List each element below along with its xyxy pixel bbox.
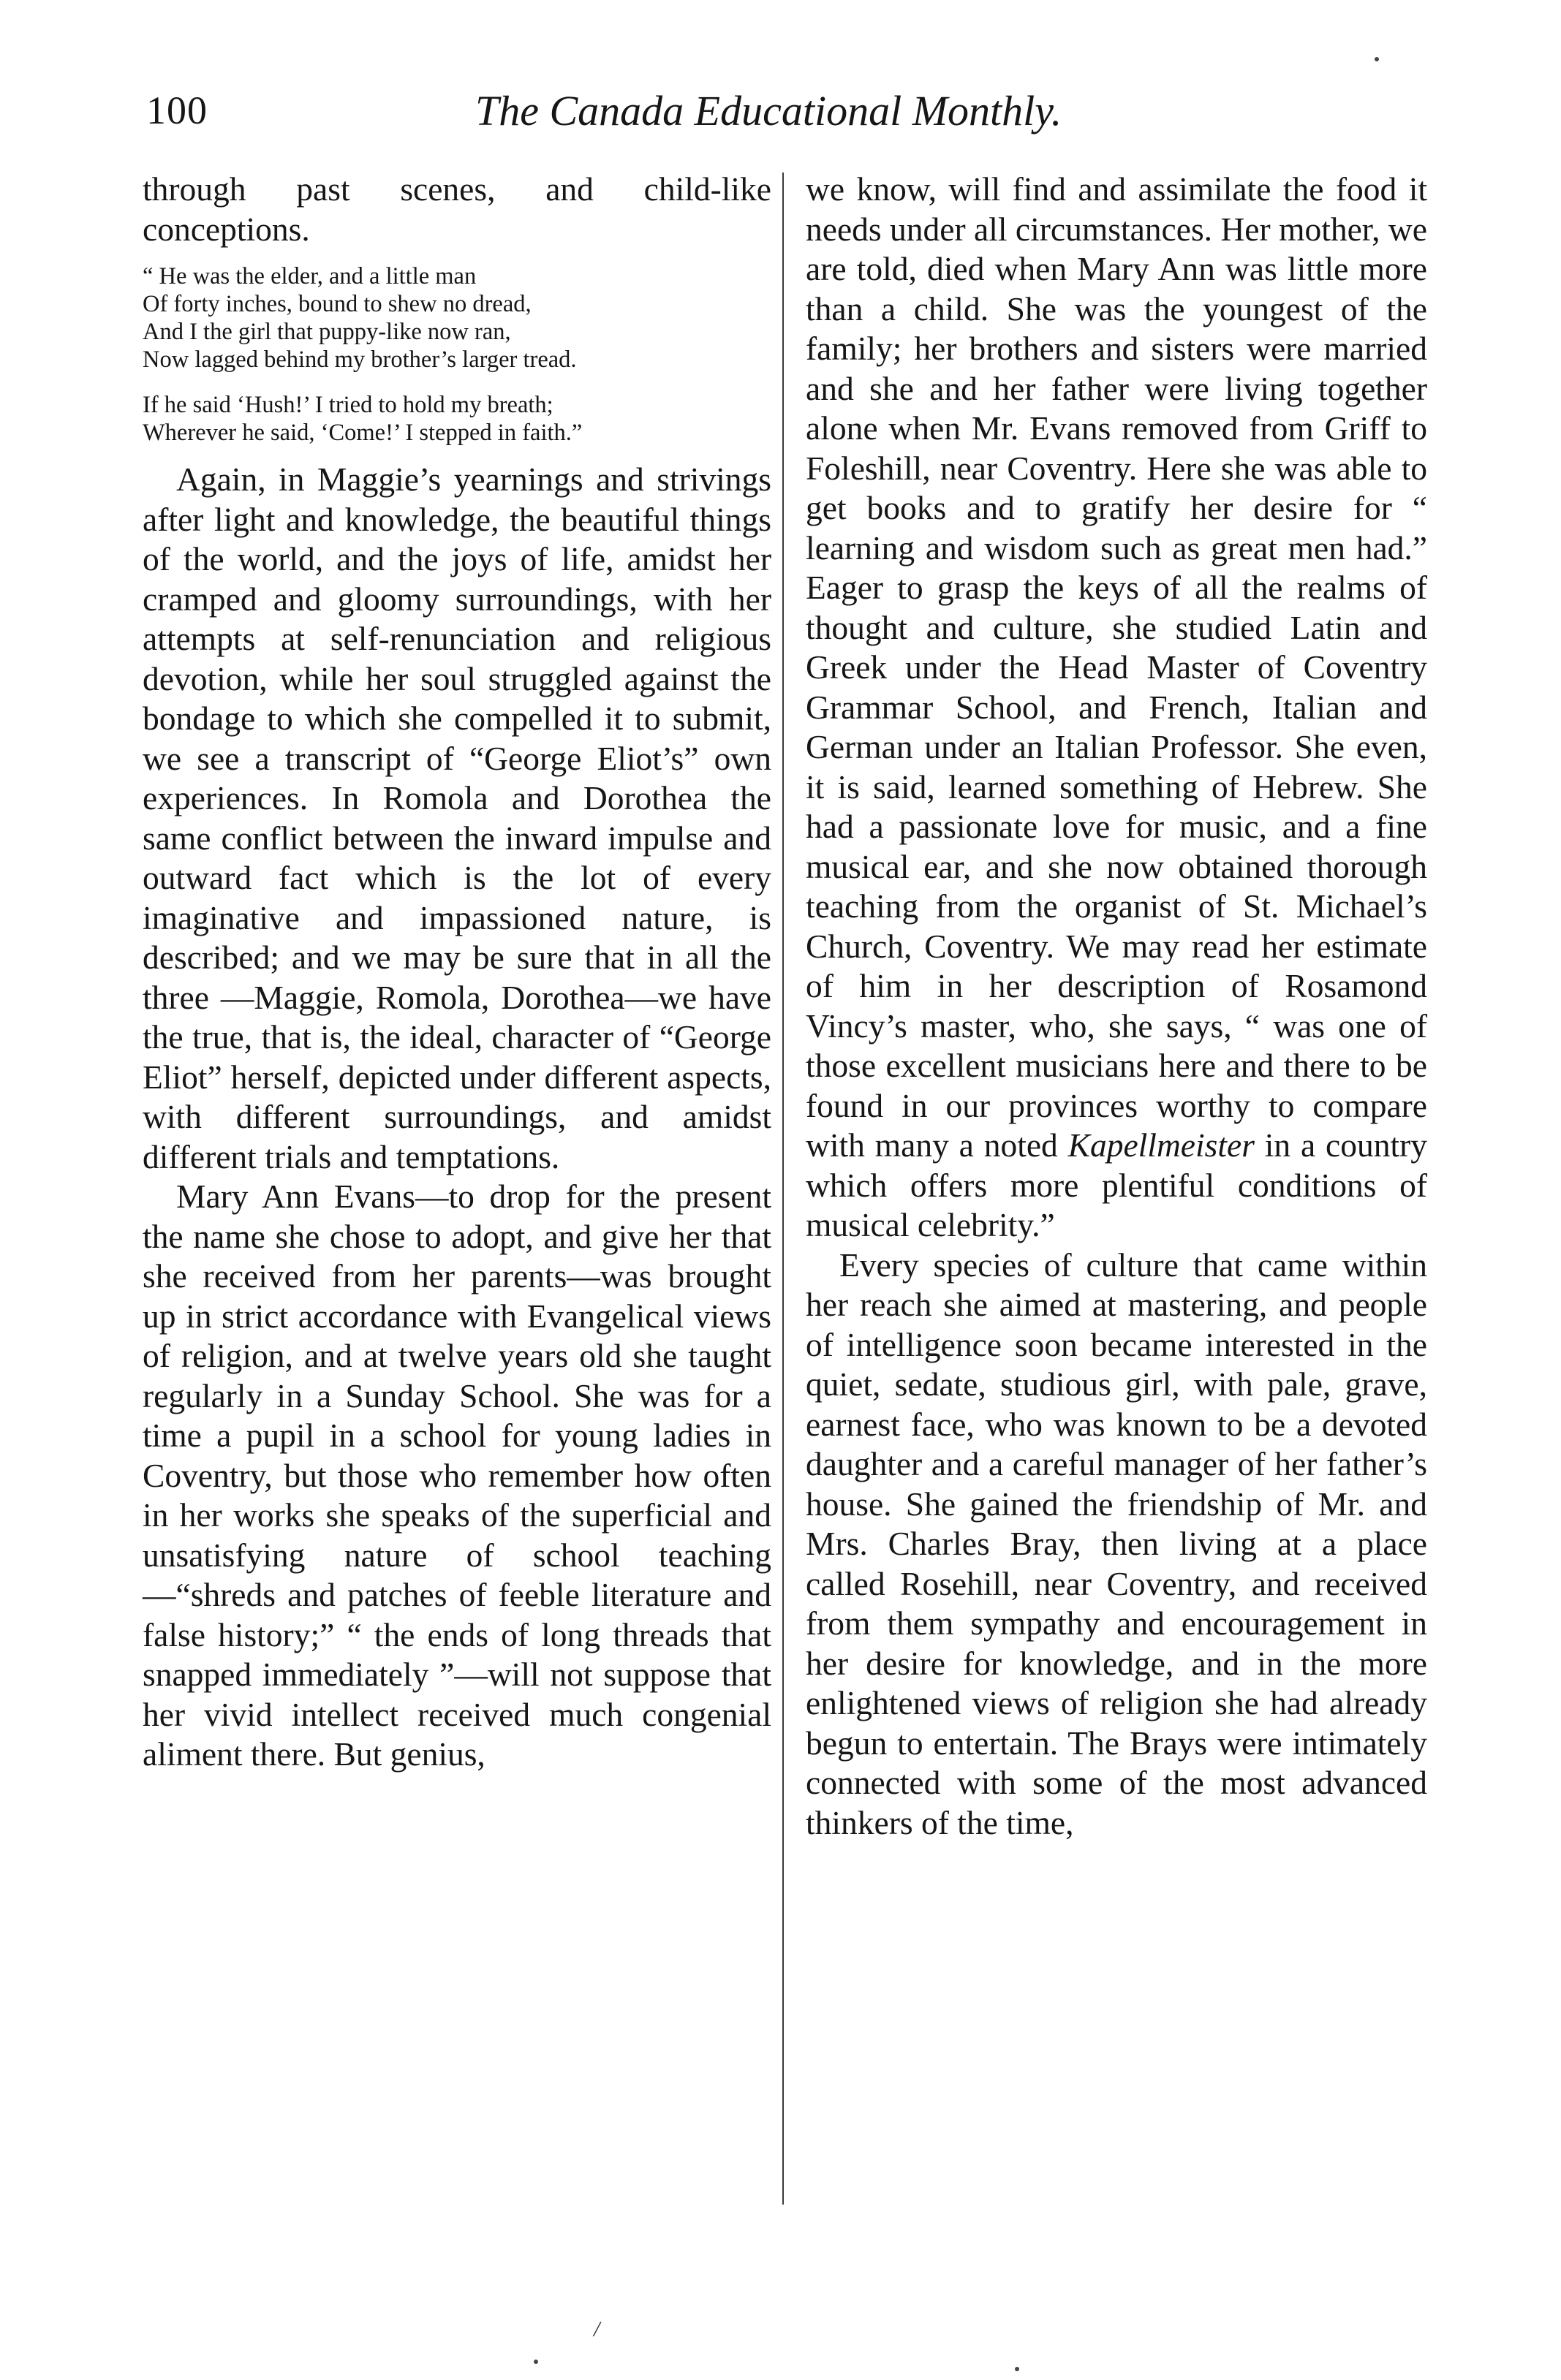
poem-line-5: If he said ‘Hush!’ I tried to hold my breath; [143,392,553,418]
left-paragraph-2: Again, in Maggie’s yearnings and strivings after light and knowledge, the beautiful things of the world, and the joys of life, amidst her cramped and gloomy surroundings, with her attempts at self-renunciation and religious devotion, while her soul struggled against the bondage to which she compelled it to submit, we see a transcript of “George Eliot’s” own experiences. In Romola and Dorothea the same conflict between the inward impulse and outward fact which is the lot of every imaginative and impassioned nature, is described; and we may be sure that in all the three —Maggie, Romola, Dorothea—we have the true, that is, the ideal, character of “George Eliot” herself, depicted under different aspects, with different surroundings, and amidst different trials and temptations. [143,461,771,1175]
right-paragraph-1-text-b: in a country which offers more plentiful conditions of musical celebrity.” [806,1126,1428,1243]
scan-speck [534,2360,538,2364]
right-paragraph-1 [806,170,1427,1246]
footer-mark: / [594,2317,600,2341]
left-paragraph-3: Mary Ann Evans—to drop for the present the name she chose to adopt, and give her that she received from her parents—was brought up in strict accordance with Evangelical views of religion, and at twelve years old she taught regularly in a Sunday School. She was for a time a pupil in a school for young ladies in Coventry, but those who remember how often in her works she speaks of the superficial and unsatisfying nature of school teaching—“shreds and patches of feeble literature and false history;” “ the ends of long threads that snapped immediately ”—will not suppose that her vivid intellect received much congenial aliment there. But genius, [143,1178,771,1773]
poem-quotation [143,262,771,447]
page-header [139,79,1433,145]
poem-stanza-gap [143,374,771,391]
poem-line-1: “ He was the elder, and a little man [143,263,477,289]
poem-line-2: Of forty inches, bound to shew no dread, [143,291,532,317]
page-number: 100 [146,88,208,132]
right-paragraph-1-text-a: we know, will find and assimilate the food it needs under all circumstances. Her mother, we are told, died when Mary Ann was little more than a child. She was the youngest of the family; her brothers and sisters were married and she and her father were living together alone when Mr. Evans removed from Griff to Foleshill, near Coventry. Here she was able to get books and to gratify her desire for “ learning and wisdom such as great men had.” Eager to grasp the keys of all the realms of thought and culture, she studied Latin and Greek under the Head Master of Coventry Grammar School, and French, Italian and German under an Italian Professor. She even, it is said, learned something of Hebrew. She had a passionate love for music, and a fine musical ear, and she now obtained thorough teaching from the organist of St. Michael’s Church, Coventry. We may read her estimate of him in her description of Rosamond Vincy’s master, who, she says, “ was one of those excellent musicians here and there to be found in our provinces worthy to compare with many a noted [806,170,1427,1164]
poem-line-4: Now lagged behind my brother’s larger tread. [143,346,577,373]
scan-speck [1375,57,1379,61]
running-title: The Canada Educational Monthly. [475,87,1062,134]
scan-speck [1015,2367,1019,2371]
right-column [806,170,1427,1843]
right-paragraph-2: Every species of culture that came within her reach she aimed at mastering, and people of intelligence soon became interested in the quiet, sedate, studious girl, with pale, grave, earnest face, who was known to be a devoted daughter and a careful manager of her father’s house. She gained the friendship of Mr. and Mrs. Charles Bray, then living at a place called Rosehill, near Coventry, and received from them sympathy and encouragement in her desire for knowledge, and in the more enlightened views of religion she had already begun to entertain. The Brays were intimately connected with some of the most advanced thinkers of the time, [806,1246,1427,1841]
left-paragraph-1: through past scenes, and child-like conceptions. [143,170,771,248]
poem-line-6: Wherever he said, ‘Come!’ I stepped in faith.” [143,420,583,446]
poem-line-3: And I the girl that puppy-like now ran, [143,319,511,345]
kapellmeister-italic: Kapellmeister [1067,1126,1255,1164]
left-column [143,170,771,1775]
column-divider [782,173,784,2205]
